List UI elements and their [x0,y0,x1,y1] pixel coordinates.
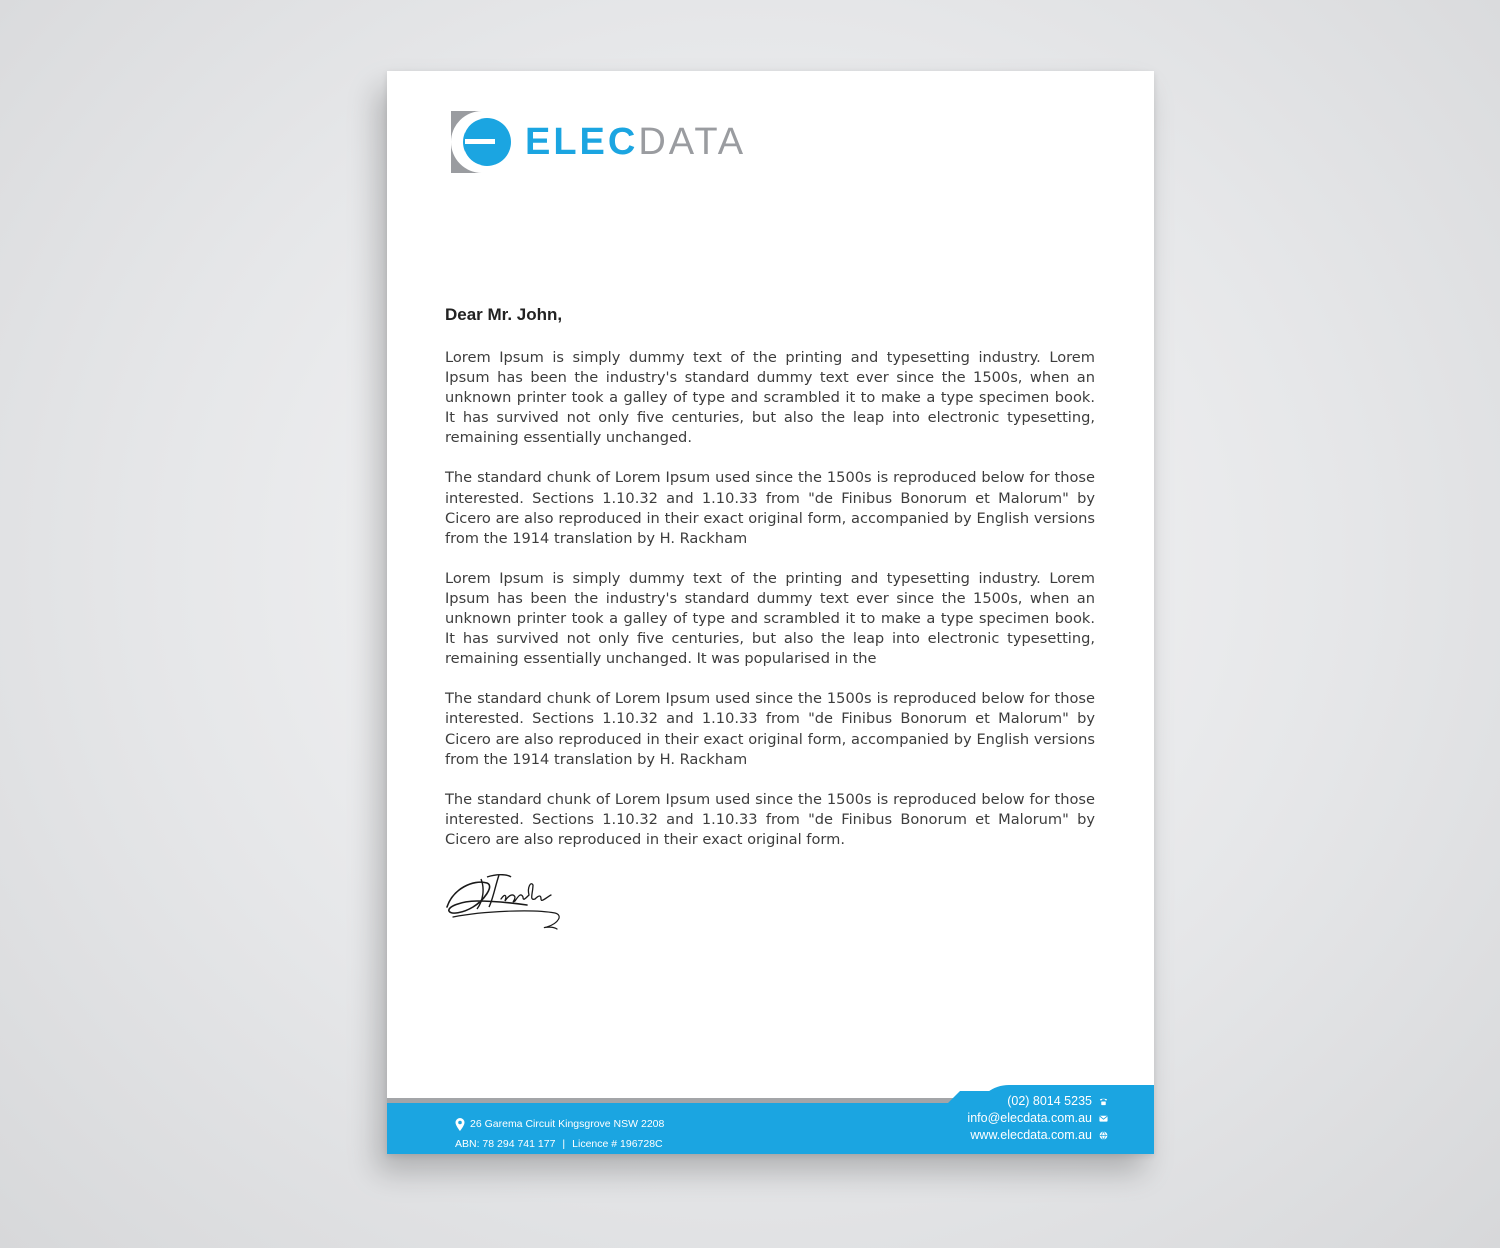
phone-icon [1099,1097,1108,1106]
footer-address: 26 Garema Circuit Kingsgrove NSW 2208 [470,1118,665,1130]
body-paragraph: The standard chunk of Lorem Ipsum used since the 1500s is reproduced below for those interested. Sections 1.10.32 and 1.10.33 from "de Finibus Bonorum et Malorum" by Cicero are also reproduced in their exact original form, accompanied by English versions from the 1914 translation by H. Rackham [445,469,1095,547]
letter-salutation: Dear Mr. John, [445,305,563,324]
email-icon [1099,1114,1108,1123]
footer-website[interactable]: www.elecdata.com.au [970,1128,1092,1142]
handwritten-signature [443,867,567,933]
logo-wordmark [525,123,746,161]
footer-phone[interactable]: (02) 8014 5235 [1007,1094,1092,1108]
body-paragraph: The standard chunk of Lorem Ipsum used since the 1500s is reproduced below for those interested. Sections 1.10.32 and 1.10.33 from "de Finibus Bonorum et Malorum" by Cicero are also reproduced in their exact original form. [445,790,1095,848]
body-paragraph: Lorem Ipsum is simply dummy text of the printing and typesetting industry. Lorem Ipsum has been the industry's standard dummy text ever since the 1500s, when an unknown printer took a galley of type and scrambled it to make a type specimen book. It has survived not only five centuries, but also the leap into electronic typesetting, remaining essentially unchanged. [445,349,1095,447]
logo-word-data: DATA [638,121,747,163]
logo-mark-icon [451,111,513,173]
footer-address-block [455,1114,664,1154]
footer-licence: Licence # 196728C [572,1138,663,1150]
footer-contact-block [967,1093,1108,1144]
logo-word-elec: ELEC [525,121,639,163]
company-logo [451,111,746,173]
location-pin-icon [455,1118,465,1131]
body-paragraph: Lorem Ipsum is simply dummy text of the printing and typesetting industry. Lorem Ipsum has been the industry's standard dummy text ever since the 1500s, when an unknown printer took a galley of type and scrambled it to make a type specimen book. It has survived not only five centuries, but also the leap into electronic typesetting, remaining essentially unchanged. It was popularised in the [445,569,1095,668]
footer-abn: ABN: 78 294 741 177 [455,1138,556,1150]
letterhead-page [387,71,1154,1154]
footer-separator: | [562,1138,566,1150]
globe-icon [1099,1131,1108,1140]
body-paragraph: The standard chunk of Lorem Ipsum used since the 1500s is reproduced below for those interested. Sections 1.10.32 and 1.10.33 from "de Finibus Bonorum et Malorum" by Cicero are also reproduced in their exact original form, accompanied by English versions from the 1914 translation by H. Rackham [445,690,1095,768]
letter-body [445,348,1095,870]
footer-email[interactable]: info@elecdata.com.au [967,1111,1092,1125]
